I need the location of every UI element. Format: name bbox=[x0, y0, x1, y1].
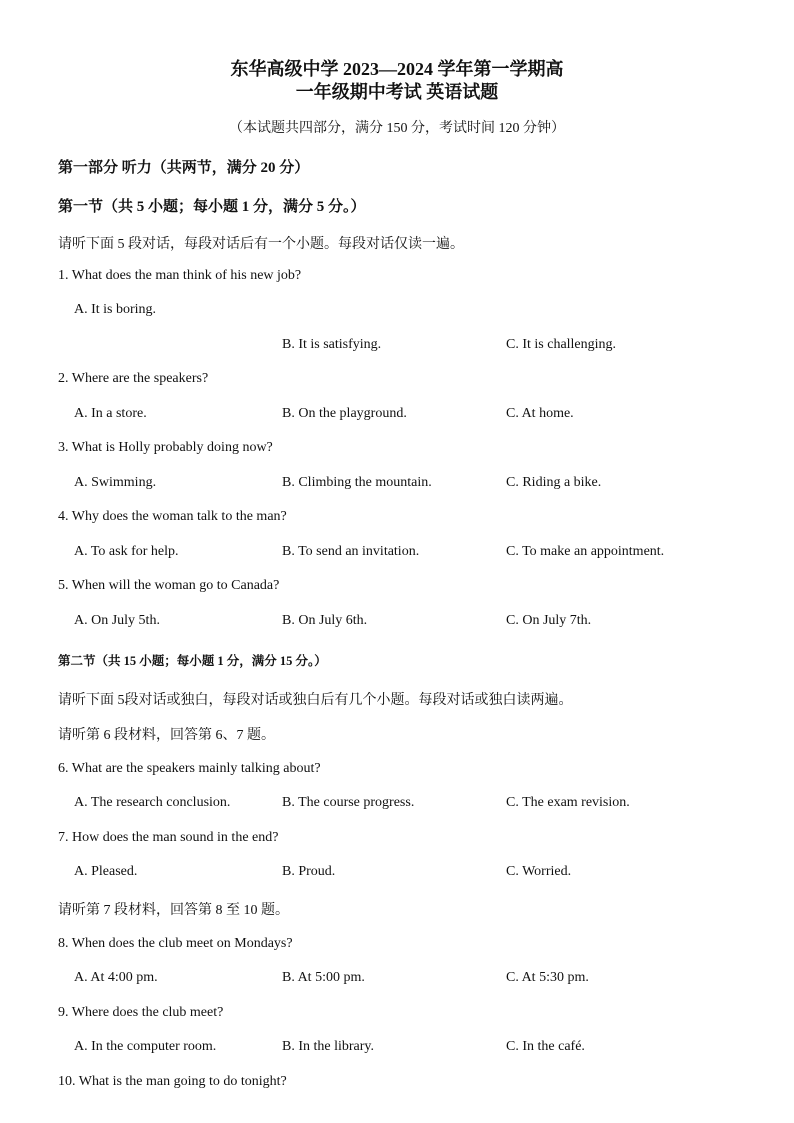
question-stem: 2. Where are the speakers? bbox=[58, 371, 209, 386]
option-c: C. On July 7th. bbox=[506, 613, 592, 628]
option-c: C. The exam revision. bbox=[506, 795, 630, 810]
option-b: B. On July 6th. bbox=[282, 613, 368, 628]
option-c: C. It is challenging. bbox=[506, 337, 617, 352]
material7-intro: 请听第 7 段材料，回答第 8 至 10 题。 bbox=[58, 903, 289, 918]
option-a: A. At 4:00 pm. bbox=[74, 970, 158, 985]
option-a: A. Pleased. bbox=[74, 864, 138, 879]
part1-heading: 第一部分 听力（共两节，满分 20 分） bbox=[58, 160, 310, 176]
question-stem: 6. What are the speakers mainly talking about? bbox=[58, 761, 321, 776]
option-c: C. To make an appointment. bbox=[506, 544, 665, 559]
option-a: A. The research conclusion. bbox=[74, 795, 231, 810]
option-a: A. To ask for help. bbox=[74, 544, 179, 559]
option-c: C. At 5:30 pm. bbox=[506, 970, 589, 985]
option-a: A. In the computer room. bbox=[74, 1039, 217, 1054]
option-c: C. At home. bbox=[506, 406, 574, 421]
section2-instruction: 请听下面 5段对话或独白，每段对话或独白后有几个小题。每段对话或独白读两遍。 bbox=[58, 693, 573, 708]
option-a: A. It is boring. bbox=[74, 302, 157, 317]
option-c: C. Worried. bbox=[506, 864, 572, 879]
question-stem: 9. Where does the club meet? bbox=[58, 1005, 224, 1020]
option-b: B. It is satisfying. bbox=[282, 337, 382, 352]
option-b: B. Proud. bbox=[282, 864, 336, 879]
section1-instruction: 请听下面 5 段对话，每段对话后有一个小题。每段对话仅读一遍。 bbox=[58, 237, 464, 252]
section1-heading: 第一节（共 5 小题；每小题 1 分，满分 5 分。） bbox=[58, 199, 366, 215]
material6-intro: 请听第 6 段材料，回答第 6、7 题。 bbox=[58, 728, 275, 743]
option-a: A. Swimming. bbox=[74, 475, 157, 490]
option-b: B. On the playground. bbox=[282, 406, 407, 421]
option-b: B. At 5:00 pm. bbox=[282, 970, 365, 985]
option-b: B. In the library. bbox=[282, 1039, 375, 1054]
question-stem: 10. What is the man going to do tonight? bbox=[58, 1074, 287, 1089]
option-b: B. The course progress. bbox=[282, 795, 415, 810]
question-stem: 4. Why does the woman talk to the man? bbox=[58, 509, 287, 524]
question-stem: 1. What does the man think of his new job? bbox=[58, 268, 302, 283]
option-a: A. In a store. bbox=[74, 406, 147, 421]
section2-heading: 第二节（共 15 小题；每小题 1 分，满分 15 分。） bbox=[58, 654, 327, 668]
option-b: B. Climbing the mountain. bbox=[282, 475, 432, 490]
exam-note: （本试题共四部分，满分 150 分，考试时间 120 分钟） bbox=[229, 121, 565, 136]
exam-title-line1: 东华高级中学 2023—2024 学年第一学期高 bbox=[230, 59, 564, 79]
option-c: C. In the café. bbox=[506, 1039, 585, 1054]
question-stem: 8. When does the club meet on Mondays? bbox=[58, 936, 293, 951]
option-c: C. Riding a bike. bbox=[506, 475, 602, 490]
option-a: A. On July 5th. bbox=[74, 613, 160, 628]
option-b: B. To send an invitation. bbox=[282, 544, 420, 559]
question-stem: 5. When will the woman go to Canada? bbox=[58, 578, 280, 593]
exam-title-line2: 一年级期中考试 英语试题 bbox=[295, 82, 499, 102]
question-stem: 3. What is Holly probably doing now? bbox=[58, 440, 273, 455]
question-stem: 7. How does the man sound in the end? bbox=[58, 830, 279, 845]
